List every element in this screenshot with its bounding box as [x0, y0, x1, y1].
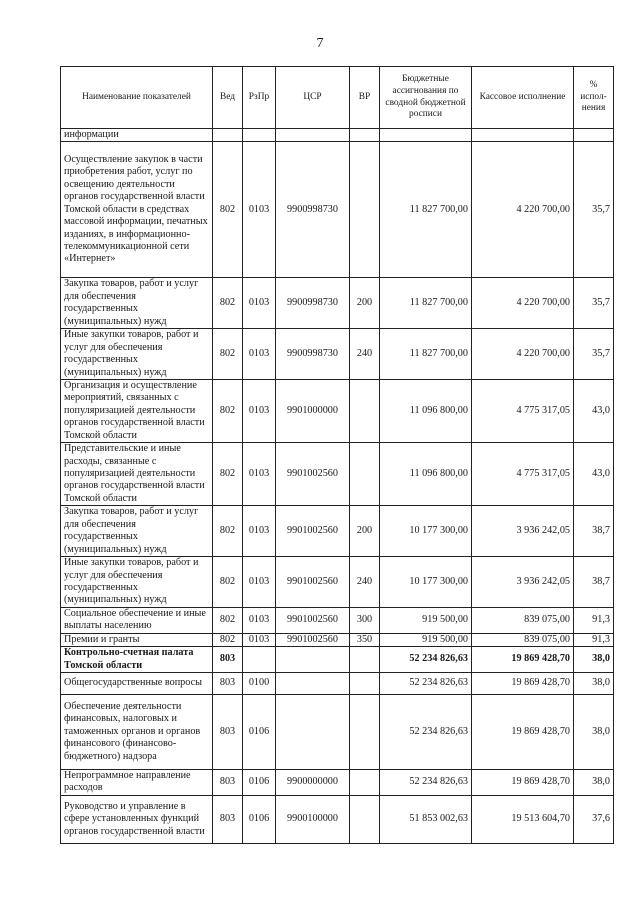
cell-cash: 3 936 242,05: [472, 506, 574, 557]
cell-vr: 240: [350, 329, 380, 380]
cell-name: Представительские и иные расходы, связанные с популяризацией деятельности органов государственной власти Томской области: [61, 443, 213, 506]
table-row: [61, 695, 614, 770]
cell-ved: 802: [213, 607, 243, 633]
cell-name: Обеспечение деятельности финансовых, налоговых и таможенных органов и органов финансового (финансово-бюджетного) надзора: [61, 695, 213, 770]
cell-budget: 52 234 826,63: [380, 673, 472, 695]
cell-csr: 9900000000: [276, 770, 350, 796]
cell-ved: 802: [213, 443, 243, 506]
cell-csr: 9900100000: [276, 795, 350, 843]
cell-name: Руководство и управление в сфере установленных функций органов государственной власти: [61, 795, 213, 843]
cell-budget: 919 500,00: [380, 607, 472, 633]
cell-percent: 35,7: [574, 142, 614, 278]
cell-name: Социальное обеспечение и иные выплаты населению: [61, 607, 213, 633]
cell-budget: 11 827 700,00: [380, 329, 472, 380]
cell-budget: 52 234 826,63: [380, 770, 472, 796]
cell-rzpr: 0103: [243, 506, 276, 557]
cell-vr: 300: [350, 607, 380, 633]
cell-vr: 200: [350, 278, 380, 329]
cell-budget: 10 177 300,00: [380, 557, 472, 608]
cell-name: Осуществление закупок в части приобретения работ, услуг по освещению деятельности органов государственной власти Томской области в средствах массовой информации, печатных изданиях, в информационно-телекоммуникационной сети «Интернет»: [61, 142, 213, 278]
cell-rzpr: 0100: [243, 673, 276, 695]
cell-percent: 38,0: [574, 695, 614, 770]
cell-name: Непрограммное направление расходов: [61, 770, 213, 796]
cell-rzpr: 0103: [243, 379, 276, 442]
column-header-percent: % испол-нения: [574, 67, 614, 129]
column-header-vr: ВР: [350, 67, 380, 129]
cell-ved: 803: [213, 673, 243, 695]
cell-name: Закупка товаров, работ и услуг для обеспечения государственных (муниципальных) нужд: [61, 278, 213, 329]
cell-csr: 9900998730: [276, 142, 350, 278]
cell-name: Организация и осуществление мероприятий, связанных с популяризацией деятельности органов государственной власти Томской области: [61, 379, 213, 442]
cell-vr: [350, 379, 380, 442]
cell-csr: 9900998730: [276, 329, 350, 380]
cell-percent: 38,7: [574, 506, 614, 557]
cell-percent: 37,6: [574, 795, 614, 843]
cell-vr: [350, 695, 380, 770]
cell-cash: 3 936 242,05: [472, 557, 574, 608]
cell-name: Закупка товаров, работ и услуг для обеспечения государственных (муниципальных) нужд: [61, 506, 213, 557]
cell-csr: 9901002560: [276, 443, 350, 506]
cell-rzpr: 0103: [243, 633, 276, 646]
page-number: 7: [316, 36, 324, 51]
cell-cash: [472, 129, 574, 142]
cell-csr: 9901002560: [276, 607, 350, 633]
cell-rzpr: 0103: [243, 329, 276, 380]
cell-name: Общегосударственные вопросы: [61, 673, 213, 695]
table-row: [61, 278, 614, 329]
table-row: [61, 633, 614, 646]
cell-cash: 4 220 700,00: [472, 329, 574, 380]
table-header-row: [61, 67, 614, 129]
cell-budget: 11 096 800,00: [380, 379, 472, 442]
cell-percent: 38,0: [574, 647, 614, 673]
cell-name: Контрольно-счетная палата Томской области: [61, 647, 213, 673]
cell-rzpr: [243, 647, 276, 673]
cell-budget: 11 096 800,00: [380, 443, 472, 506]
cell-cash: 4 775 317,05: [472, 379, 574, 442]
cell-csr: 9901002560: [276, 506, 350, 557]
cell-percent: [574, 129, 614, 142]
cell-csr: [276, 695, 350, 770]
cell-ved: 803: [213, 770, 243, 796]
table-row: [61, 379, 614, 442]
cell-name: Иные закупки товаров, работ и услуг для обеспечения государственных (муниципальных) нужд: [61, 557, 213, 608]
column-header-name: Наименование показателей: [61, 67, 213, 129]
table-row: [61, 647, 614, 673]
cell-vr: [350, 443, 380, 506]
cell-rzpr: 0103: [243, 278, 276, 329]
cell-budget: [380, 129, 472, 142]
cell-cash: 19 869 428,70: [472, 770, 574, 796]
cell-cash: 19 513 604,70: [472, 795, 574, 843]
cell-name: Иные закупки товаров, работ и услуг для обеспечения государственных (муниципальных) нужд: [61, 329, 213, 380]
cell-rzpr: 0103: [243, 557, 276, 608]
cell-cash: 839 075,00: [472, 607, 574, 633]
cell-vr: 350: [350, 633, 380, 646]
cell-cash: 839 075,00: [472, 633, 574, 646]
cell-percent: 35,7: [574, 278, 614, 329]
cell-ved: 802: [213, 633, 243, 646]
table-row: [61, 770, 614, 796]
cell-percent: 43,0: [574, 379, 614, 442]
table-row: [61, 129, 614, 142]
cell-vr: [350, 795, 380, 843]
cell-percent: 35,7: [574, 329, 614, 380]
table-row: [61, 443, 614, 506]
cell-budget: 51 853 002,63: [380, 795, 472, 843]
cell-ved: 802: [213, 142, 243, 278]
cell-csr: [276, 673, 350, 695]
cell-rzpr: 0103: [243, 607, 276, 633]
cell-budget: 919 500,00: [380, 633, 472, 646]
cell-budget: 10 177 300,00: [380, 506, 472, 557]
cell-percent: 38,0: [574, 770, 614, 796]
table-row: [61, 329, 614, 380]
budget-execution-table: [60, 66, 614, 844]
column-header-rzpr: РзПр: [243, 67, 276, 129]
cell-ved: 802: [213, 506, 243, 557]
cell-rzpr: 0103: [243, 443, 276, 506]
cell-budget: 11 827 700,00: [380, 142, 472, 278]
column-header-cash: Кассовое исполнение: [472, 67, 574, 129]
cell-rzpr: 0106: [243, 770, 276, 796]
cell-vr: [350, 770, 380, 796]
cell-ved: 802: [213, 379, 243, 442]
table-row: [61, 506, 614, 557]
cell-vr: [350, 673, 380, 695]
cell-ved: 802: [213, 557, 243, 608]
cell-rzpr: 0103: [243, 142, 276, 278]
cell-ved: 802: [213, 278, 243, 329]
cell-cash: 19 869 428,70: [472, 673, 574, 695]
cell-csr: 9901002560: [276, 633, 350, 646]
cell-rzpr: 0106: [243, 795, 276, 843]
table-row: [61, 142, 614, 278]
cell-budget: 11 827 700,00: [380, 278, 472, 329]
cell-cash: 4 220 700,00: [472, 142, 574, 278]
cell-ved: 803: [213, 695, 243, 770]
table-row: [61, 557, 614, 608]
cell-vr: 240: [350, 557, 380, 608]
cell-vr: [350, 647, 380, 673]
table-row: [61, 673, 614, 695]
cell-csr: [276, 647, 350, 673]
cell-vr: 200: [350, 506, 380, 557]
cell-csr: 9901000000: [276, 379, 350, 442]
table-body: [61, 129, 614, 844]
cell-percent: 43,0: [574, 443, 614, 506]
table-row: [61, 795, 614, 843]
column-header-csr: ЦСР: [276, 67, 350, 129]
table-row: [61, 607, 614, 633]
cell-vr: [350, 129, 380, 142]
cell-csr: 9901002560: [276, 557, 350, 608]
cell-rzpr: [243, 129, 276, 142]
cell-name: информации: [61, 129, 213, 142]
cell-budget: 52 234 826,63: [380, 695, 472, 770]
cell-percent: 91,3: [574, 607, 614, 633]
column-header-budget: Бюджетные ассигнования по сводной бюджетной росписи: [380, 67, 472, 129]
cell-percent: 38,0: [574, 673, 614, 695]
cell-percent: 38,7: [574, 557, 614, 608]
cell-percent: 91,3: [574, 633, 614, 646]
cell-cash: 19 869 428,70: [472, 695, 574, 770]
cell-cash: 4 220 700,00: [472, 278, 574, 329]
cell-cash: 19 869 428,70: [472, 647, 574, 673]
cell-ved: 803: [213, 795, 243, 843]
cell-csr: [276, 129, 350, 142]
cell-budget: 52 234 826,63: [380, 647, 472, 673]
cell-vr: [350, 142, 380, 278]
cell-name: Премии и гранты: [61, 633, 213, 646]
cell-ved: [213, 129, 243, 142]
cell-cash: 4 775 317,05: [472, 443, 574, 506]
cell-rzpr: 0106: [243, 695, 276, 770]
column-header-ved: Вед: [213, 67, 243, 129]
cell-ved: 802: [213, 329, 243, 380]
cell-ved: 803: [213, 647, 243, 673]
cell-csr: 9900998730: [276, 278, 350, 329]
